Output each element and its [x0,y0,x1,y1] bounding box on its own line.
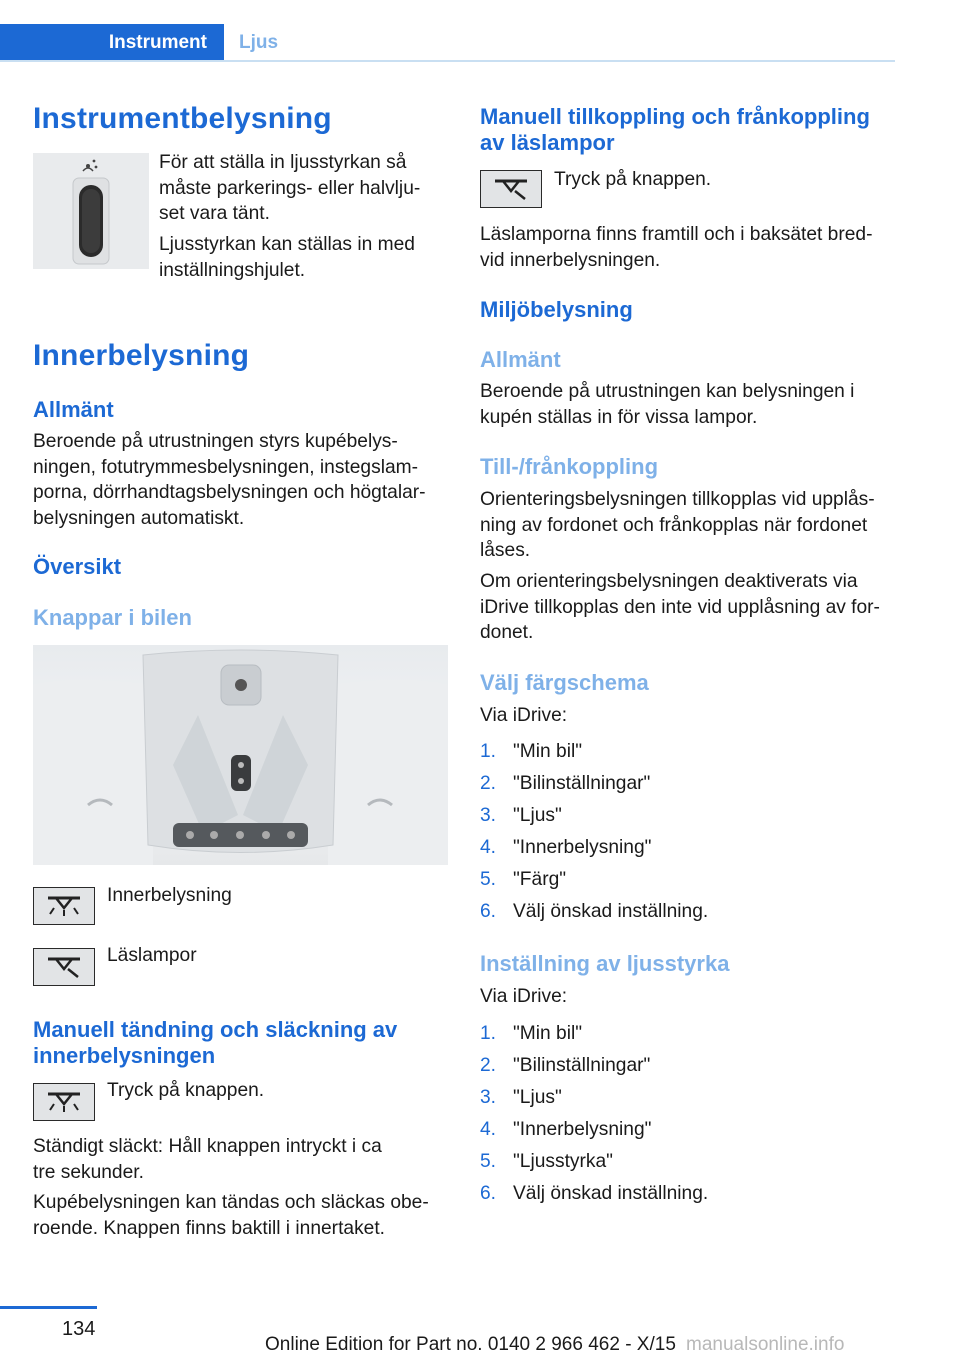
step-number: 1. [480,741,497,762]
step-text: "Ljus" [513,1087,562,1108]
step-text: "Bilinställningar" [513,773,651,794]
text-line: Ljusstyrkan kan ställas in med [159,234,415,255]
heading-manuell-tillkoppling [480,104,895,156]
step-text: Välj önskad inställning. [513,901,709,922]
instrument-text-2 [159,232,459,283]
step-text: Välj önskad inställning. [513,1183,709,1204]
text-line: låses. [480,540,531,561]
subheading-installning-ljusstyrka: Inställning av ljusstyrka [480,951,730,976]
reading-lamps-text [480,222,895,273]
heading-miljobelysning: Miljöbelysning [480,297,633,322]
always-off-text [33,1134,448,1185]
brightness-steps [480,1018,708,1210]
instrument-text-1 [159,150,459,227]
list-item [480,1018,708,1050]
text-line: Orienteringsbelysningen tillkopplas vid upplås- [480,489,875,510]
list-item [480,832,708,864]
orientation-text-1 [480,487,895,564]
step-text: "Ljus" [513,805,562,826]
miljo-text [480,379,895,430]
text-line: Beroende på utrustningen kan belysningen i [480,381,855,402]
step-number: 6. [480,1183,497,1204]
heading-innerbelysning: Innerbelysning [33,339,250,372]
text-line: För att ställa in ljusstyrkan så [159,152,407,173]
step-text: "Ljusstyrka" [513,1151,613,1172]
press-button-text-2: Tryck på knappen. [554,169,712,190]
interior-light-button-box-2 [33,1083,95,1121]
color-scheme-steps [480,736,708,928]
step-number: 4. [480,1119,497,1140]
heading-line: Manuell tändning och släckning av [33,1017,398,1042]
independent-text [33,1190,448,1241]
subheading-knappar-i-bilen: Knappar i bilen [33,605,192,630]
text-line: donet. [480,622,534,643]
list-item [480,736,708,768]
footer-rule [0,1306,97,1309]
reading-lamp-icon [489,177,533,201]
header-tabs [0,24,895,62]
text-line: ningen, fotutrymmesbelysningen, instegslam- [33,456,419,478]
tab-ljus[interactable] [239,24,278,62]
reading-lamp-icon [42,955,86,979]
text-line: porna, dörrhandtagsbelysningen och högtalar- [33,482,426,503]
subheading-allmant: Allmänt [33,397,114,422]
watermark: manualsonline.info [686,1334,845,1355]
step-number: 2. [480,773,497,794]
page-number: 134 [62,1318,96,1340]
subheading-valj-fargschema: Välj färgschema [480,670,649,695]
list-item [480,1114,708,1146]
heading-line: innerbelysningen [33,1043,216,1068]
list-item [480,768,708,800]
heading-line: Manuell tillkoppling och frånkoppling [480,104,870,129]
roof-console-icon [33,645,448,865]
subheading-allmant-2: Allmänt [480,347,561,372]
step-text: "Innerbelysning" [513,1119,652,1140]
interior-light-icon [42,1090,86,1114]
list-item [480,896,708,928]
via-idrive-2: Via iDrive: [480,986,568,1007]
innerbelysning-text [33,429,448,531]
list-item [480,800,708,832]
text-line: kupén ställas in för vissa lampor. [480,406,758,428]
step-number: 3. [480,1087,497,1108]
text-line: Läslamporna finns framtill och i baksätet bred- [480,224,873,245]
heading-instrumentbelysning: Instrumentbelysning [33,102,332,135]
step-number: 2. [480,1055,497,1076]
list-item [480,1050,708,1082]
list-item [480,1178,708,1210]
text-line: inställningshjulet. [159,259,306,281]
reading-lamp-button-box [33,948,95,986]
heading-manuell-tandning [33,1017,448,1069]
via-idrive-1: Via iDrive: [480,705,568,726]
tab-ljus-label: Ljus [239,32,279,53]
text-line: iDrive tillkopplas den inte vid upplåsning av for- [480,596,880,618]
text-line: Beroende på utrustningen styrs kupébelys- [33,431,398,452]
step-number: 6. [480,901,497,922]
edition-text: Online Edition for Part no. 0140 2 966 462 - X/15 [265,1334,676,1355]
list-item [480,1146,708,1178]
interior-light-label: Innerbelysning [107,885,232,906]
heading-oversikt: Översikt [33,554,122,579]
step-text: "Färg" [513,869,567,890]
reading-lamp-button-box-2 [480,170,542,208]
step-number: 3. [480,805,497,826]
dimmer-wheel-image [33,153,149,269]
press-button-text: Tryck på knappen. [107,1080,265,1101]
dimmer-wheel-icon [33,153,149,269]
step-number: 1. [480,1023,497,1044]
text-line: vid innerbelysningen. [480,249,661,271]
tab-instrument[interactable] [0,24,224,62]
reading-lamp-label: Läslampor [107,945,197,966]
text-line: roende. Knappen finns baktill i innertaket. [33,1217,385,1239]
roof-console-image [33,645,448,865]
step-text: "Bilinställningar" [513,1055,651,1076]
list-item [480,864,708,896]
text-line: Om orienteringsbelysningen deaktiverats via [480,571,858,592]
header-rule [0,60,895,62]
step-number: 5. [480,869,497,890]
text-line: tre sekunder. [33,1161,144,1183]
tab-instrument-label: Instrument [108,32,207,53]
text-line: belysningen automatiskt. [33,507,245,529]
text-line: Kupébelysningen kan tändas och släckas obe- [33,1192,429,1213]
text-line: ning av fordonet och frånkopplas när fordonet [480,514,868,536]
interior-light-icon [42,894,86,918]
text-line: set vara tänt. [159,203,270,224]
interior-light-button-box [33,887,95,925]
subheading-till-frankoppling: Till-/frånkoppling [480,454,659,479]
heading-line: av läslampor [480,130,615,155]
orientation-text-2 [480,569,895,646]
step-text: "Min bil" [513,1023,583,1044]
step-text: "Min bil" [513,741,583,762]
text-line: Ständigt släckt: Håll knappen intryckt i ca [33,1136,382,1157]
step-number: 4. [480,837,497,858]
text-line: måste parkerings- eller halvlju- [159,177,421,199]
step-number: 5. [480,1151,497,1172]
list-item [480,1082,708,1114]
step-text: "Innerbelysning" [513,837,652,858]
